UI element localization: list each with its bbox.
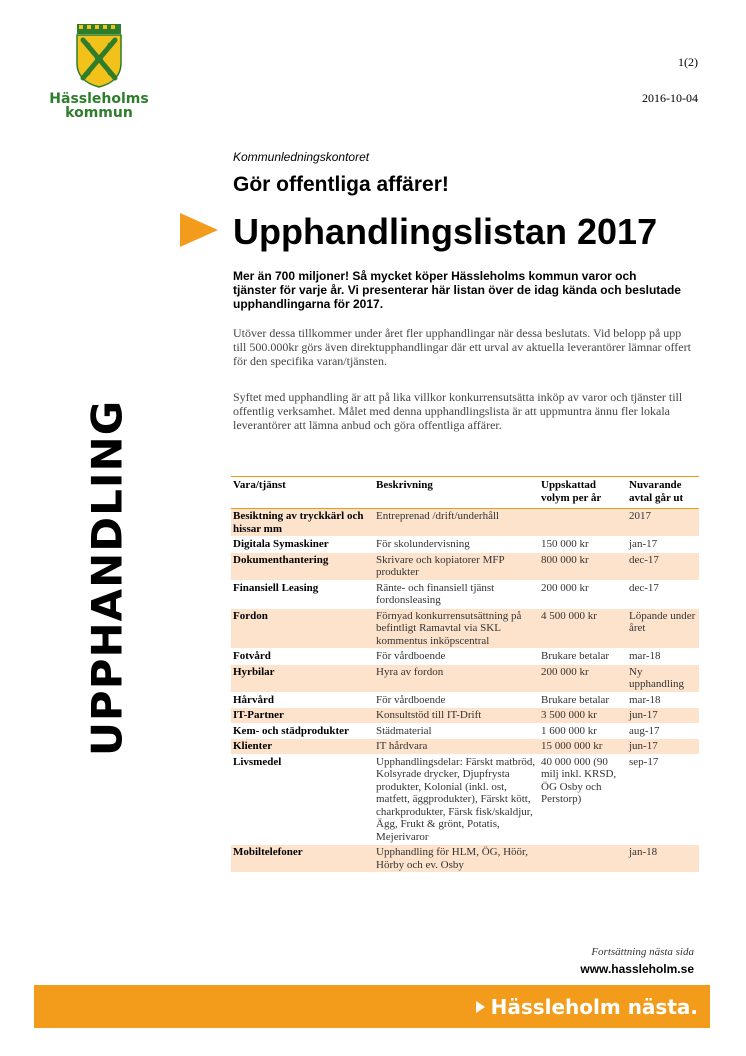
cell-expires: aug-17	[627, 723, 699, 739]
cell-item: Klienter	[231, 739, 374, 755]
procurement-table	[231, 476, 699, 873]
side-label-text: UPPHANDLING	[82, 399, 132, 757]
subtitle: Gör offentliga affärer!	[233, 173, 449, 196]
table-row	[231, 692, 699, 708]
cell-description: Upphandlingsdelar: Färskt matbröd, Kolsyrade drycker, Djupfrysta produkter, Kolonial (inkl. ost, matfett, äggprodukter), Färskt kött, charkprodukter, Färsk fisk/skaldjur, Ägg, Frukt & grönt, Potatis, Mejerivaror	[374, 754, 539, 845]
table-row	[231, 754, 699, 845]
logo-line-2: kommun	[65, 105, 133, 121]
lead-paragraph: Mer än 700 miljoner! Så mycket köper Hässleholms kommun varor och tjänster för varje år. Vi presenterar här listan över de idag kända och beslutade upphandlingarna för 2017.	[233, 269, 681, 311]
cell-volume: 200 000 kr	[539, 664, 627, 692]
cell-expires: 2017	[627, 509, 699, 537]
cell-item: Hyrbilar	[231, 664, 374, 692]
play-arrow-icon	[476, 1001, 485, 1013]
page-number: 1(2)	[678, 55, 698, 69]
cell-volume	[539, 845, 627, 873]
side-label	[82, 348, 132, 808]
cell-expires: dec-17	[627, 580, 699, 608]
table-row	[231, 509, 699, 537]
cell-item: Besiktning av tryckkärl och hissar mm	[231, 509, 374, 537]
cell-description: Konsultstöd till IT-Drift	[374, 708, 539, 724]
cell-volume: 800 000 kr	[539, 552, 627, 580]
table-row	[231, 580, 699, 608]
table-row	[231, 708, 699, 724]
municipality-logo	[44, 22, 154, 120]
cell-volume: 40 000 000 (90 milj inkl. KRSD, ÖG Osby och Perstorp)	[539, 754, 627, 845]
cell-item: IT-Partner	[231, 708, 374, 724]
cell-expires: Löpande under året	[627, 608, 699, 649]
logo-line-1: Hässleholms	[49, 91, 149, 107]
cell-expires: dec-17	[627, 552, 699, 580]
table-body	[231, 509, 699, 873]
column-header-item: Vara/tjänst	[231, 477, 374, 509]
cell-expires: mar-18	[627, 649, 699, 665]
slogan-text: Hässleholm nästa.	[490, 995, 698, 1019]
footer-banner	[34, 985, 710, 1028]
body-paragraph-1: Utöver dessa tillkommer under året fler upphandlingar när dessa beslutats. Vid belopp på upp till 500.000kr görs även direktupphandlingar där ett urval av aktuella leverantörer lämnar offert för den specifika varan/tjänsten.	[233, 326, 691, 368]
cell-item: Kem- och städprodukter	[231, 723, 374, 739]
cell-expires: sep-17	[627, 754, 699, 845]
column-header-description: Beskrivning	[374, 477, 539, 509]
arrow-right-icon	[180, 213, 218, 247]
cell-item: Hårvård	[231, 692, 374, 708]
slogan	[476, 995, 698, 1019]
cell-description: IT hårdvara	[374, 739, 539, 755]
cell-item: Dokumenthantering	[231, 552, 374, 580]
website-link[interactable]: www.hassleholm.se	[580, 962, 694, 976]
cell-volume: Brukare betalar	[539, 649, 627, 665]
coat-of-arms-icon	[73, 22, 125, 88]
cell-item: Fotvård	[231, 649, 374, 665]
table-row	[231, 845, 699, 873]
logo-text	[44, 92, 154, 120]
cell-description: För vårdboende	[374, 649, 539, 665]
cell-description: Ränte- och finansiell tjänst fordonsleasing	[374, 580, 539, 608]
cell-volume: Brukare betalar	[539, 692, 627, 708]
cell-description: För skolundervisning	[374, 537, 539, 553]
document-date: 2016-10-04	[642, 91, 698, 105]
cell-expires: jun-17	[627, 708, 699, 724]
cell-description: Upphandling för HLM, ÖG, Höör, Hörby och ev. Osby	[374, 845, 539, 873]
table-row	[231, 739, 699, 755]
cell-item: Livsmedel	[231, 754, 374, 845]
cell-description: Entreprenad /drift/underhåll	[374, 509, 539, 537]
table-row	[231, 649, 699, 665]
table-row	[231, 608, 699, 649]
cell-description: För vårdboende	[374, 692, 539, 708]
department-label: Kommunledningskontoret	[233, 150, 370, 164]
cell-item: Digitala Symaskiner	[231, 537, 374, 553]
cell-item: Finansiell Leasing	[231, 580, 374, 608]
cell-description: Hyra av fordon	[374, 664, 539, 692]
column-header-volume: Uppskattad volym per år	[539, 477, 627, 509]
cell-volume	[539, 509, 627, 537]
cell-volume: 3 500 000 kr	[539, 708, 627, 724]
table-row	[231, 537, 699, 553]
cell-expires: jan-17	[627, 537, 699, 553]
cell-volume: 200 000 kr	[539, 580, 627, 608]
column-header-expires: Nuvarande avtal går ut	[627, 477, 699, 509]
cell-expires: jun-17	[627, 739, 699, 755]
cell-volume: 150 000 kr	[539, 537, 627, 553]
cell-volume: 1 600 000 kr	[539, 723, 627, 739]
cell-description: Skrivare och kopiatorer MFP produkter	[374, 552, 539, 580]
cell-item: Mobiltelefoner	[231, 845, 374, 873]
page-title: Upphandlingslistan 2017	[233, 211, 658, 252]
cell-volume: 4 500 000 kr	[539, 608, 627, 649]
table-header-row	[231, 477, 699, 509]
cell-expires: jan-18	[627, 845, 699, 873]
table-row	[231, 664, 699, 692]
cell-description: Städmaterial	[374, 723, 539, 739]
cell-volume: 15 000 000 kr	[539, 739, 627, 755]
cell-item: Fordon	[231, 608, 374, 649]
cell-expires: mar-18	[627, 692, 699, 708]
continued-note: Fortsättning nästa sida	[591, 946, 694, 958]
cell-expires: Ny upphandling	[627, 664, 699, 692]
cell-description: Förnyad konkurrensutsättning på befintligt Ramavtal via SKL kommentus inköpscentral	[374, 608, 539, 649]
table-row	[231, 552, 699, 580]
body-paragraph-2: Syftet med upphandling är att på lika villkor konkurrensutsätta inköp av varor och tjänster till offentlig verksamhet. Målet med denna upphandlingslista är att uppmuntra ännu fler lokala leverantörer att lämna anbud och göra offentliga affärer.	[233, 390, 683, 432]
table-row	[231, 723, 699, 739]
